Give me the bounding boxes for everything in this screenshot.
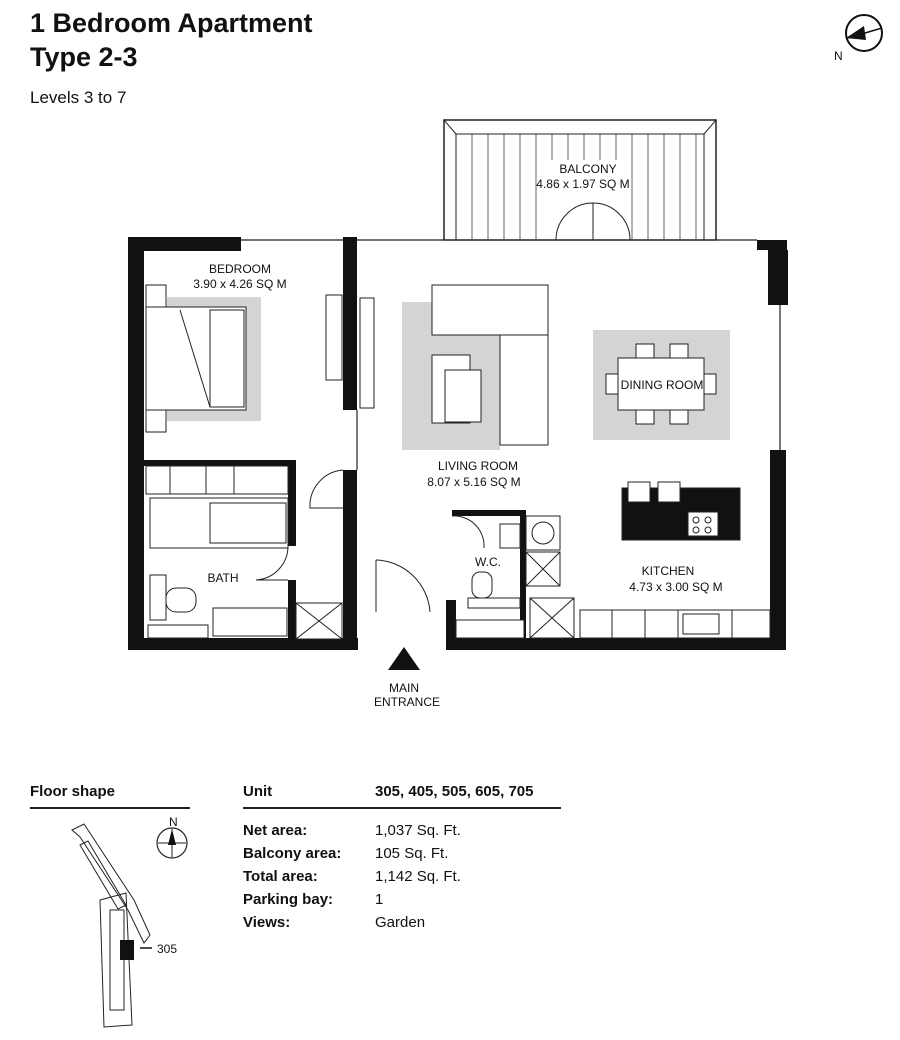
spec-value: 1,037 Sq. Ft. bbox=[375, 822, 461, 839]
key-plan-unit-label: 305 bbox=[157, 942, 178, 956]
floor-shape-heading: Floor shape bbox=[30, 783, 116, 800]
key-plan-north-icon bbox=[157, 828, 187, 858]
floor-plan bbox=[0, 110, 900, 720]
page-subtitle: Type 2-3 bbox=[30, 42, 138, 72]
key-plan-unit-marker bbox=[120, 940, 134, 960]
unit-divider bbox=[243, 807, 561, 809]
kitchen-island bbox=[622, 482, 740, 540]
kitchen-counter bbox=[580, 610, 770, 638]
dining-room-label: DINING ROOM bbox=[620, 378, 704, 392]
spec-value: 105 Sq. Ft. bbox=[375, 845, 449, 862]
spec-value: 1,142 Sq. Ft. bbox=[375, 868, 461, 885]
bedroom-label: BEDROOM bbox=[208, 262, 272, 276]
bedroom-size: 3.90 x 4.26 SQ M bbox=[193, 277, 287, 291]
wardrobe bbox=[146, 466, 288, 494]
spec-parking-bay bbox=[243, 891, 573, 914]
page-title: 1 Bedroom Apartment bbox=[30, 8, 313, 38]
spec-label: Views: bbox=[243, 914, 291, 931]
wc-fixtures bbox=[456, 516, 574, 638]
bed bbox=[146, 285, 246, 432]
spec-value: Garden bbox=[375, 914, 426, 931]
key-plan bbox=[40, 815, 240, 1030]
unit-numbers: 305, 405, 505, 605, 705 bbox=[375, 783, 534, 800]
floor-shape-divider bbox=[30, 807, 190, 809]
kitchen-size: 4.73 x 3.00 SQ M bbox=[629, 580, 723, 594]
spec-label: Parking bay: bbox=[243, 891, 334, 908]
balcony-size: 4.86 x 1.97 SQ M bbox=[536, 177, 630, 191]
wc-label: W.C. bbox=[475, 555, 501, 569]
unit-specs bbox=[243, 822, 573, 937]
balcony-label: BALCONY bbox=[559, 162, 617, 176]
kitchen-label: KITCHEN bbox=[641, 564, 695, 578]
spec-label: Net area: bbox=[243, 822, 308, 839]
key-plan-n-label: N bbox=[169, 815, 178, 829]
spec-label: Balcony area: bbox=[243, 845, 342, 862]
spec-total-area bbox=[243, 868, 573, 891]
entrance-label-entrance: ENTRANCE bbox=[373, 695, 441, 709]
living-room-size: 8.07 x 5.16 SQ M bbox=[427, 475, 521, 489]
living-room-label: LIVING ROOM bbox=[437, 459, 519, 473]
entrance-arrow-icon bbox=[388, 647, 420, 670]
entrance-label-main: MAIN bbox=[389, 681, 419, 695]
levels-text: Levels 3 to 7 bbox=[30, 88, 127, 107]
spec-balcony-area bbox=[243, 845, 573, 868]
bath-label: BATH bbox=[207, 571, 239, 585]
north-arrow-icon bbox=[826, 10, 890, 66]
spec-net-area bbox=[243, 822, 573, 845]
bath-fixtures bbox=[148, 498, 342, 639]
unit-heading: Unit bbox=[243, 783, 273, 800]
spec-label: Total area: bbox=[243, 868, 318, 885]
spec-views bbox=[243, 914, 573, 937]
compass-n-label: N bbox=[834, 49, 843, 63]
spec-value: 1 bbox=[375, 891, 384, 908]
